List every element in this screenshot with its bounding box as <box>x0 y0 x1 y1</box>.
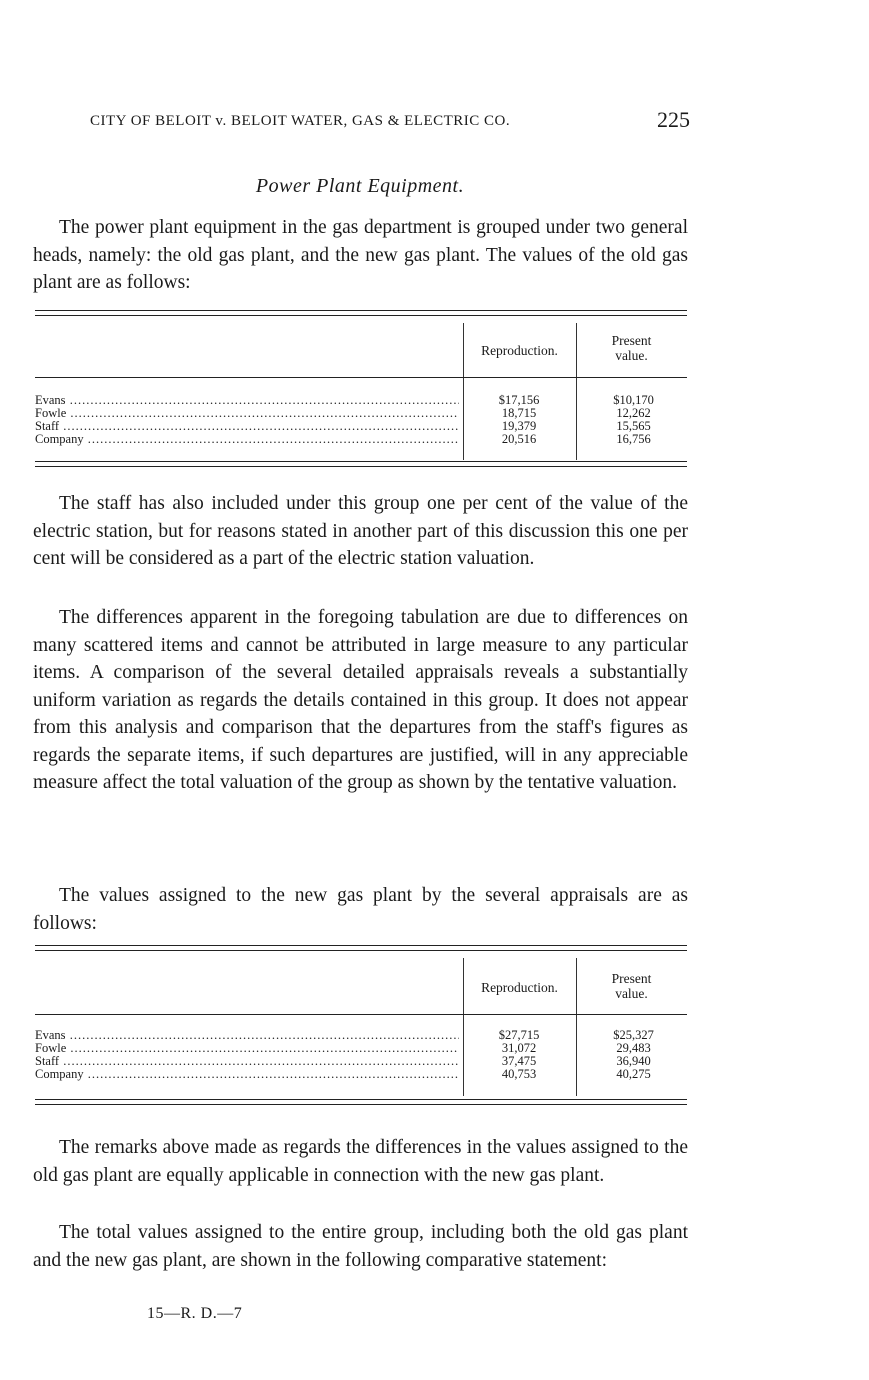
row-reproduction: 40,753 <box>501 1067 537 1081</box>
paragraph-remarks: The remarks above made as regards the differences in the values assigned to the old gas plant are equally applicable in connection with the new gas plant. <box>33 1137 688 1186</box>
header-present-line1: Present <box>611 333 652 348</box>
table-row <box>35 1055 687 1068</box>
row-present-value: $25,327 <box>613 1028 654 1042</box>
row-present-value: $10,170 <box>613 393 654 407</box>
table-row <box>35 1068 687 1081</box>
row-present-value: 15,565 <box>616 419 651 433</box>
row-label: Fowle ..... <box>35 407 459 420</box>
table-bottom-rule-inner <box>35 1099 687 1100</box>
table-row <box>35 394 687 407</box>
table-new-gas-plant <box>35 943 687 1108</box>
row-label: Evans ..... <box>35 1029 459 1042</box>
table-row <box>35 420 687 433</box>
row-present-value: 29,483 <box>616 1041 651 1055</box>
table-old-gas-plant <box>35 308 687 470</box>
header-reproduction: Reproduction. <box>481 980 558 995</box>
row-reproduction: $27,715 <box>498 1028 540 1042</box>
row-reproduction: 37,475 <box>501 1054 537 1068</box>
running-title: CITY OF BELOIT v. BELOIT WATER, GAS & ELECTRIC CO. <box>90 113 511 129</box>
table-row <box>35 1042 687 1055</box>
header-present-line2: value. <box>615 986 648 1001</box>
header-reproduction: Reproduction. <box>481 343 558 358</box>
table-row <box>35 433 687 446</box>
header-rule <box>35 377 687 378</box>
paragraph-staff-note: The staff has also included under this group one per cent of the value of the electric station, but for reasons stated in another part of this discussion this one per cent will be considered as a part of the electric station valuation. <box>33 493 688 569</box>
table-bottom-rule <box>35 466 687 467</box>
row-present-value: 16,756 <box>616 432 651 446</box>
table-top-rule <box>35 310 687 311</box>
running-head <box>90 107 690 132</box>
row-present-value: 40,275 <box>616 1067 651 1081</box>
row-present-value: 36,940 <box>616 1054 651 1068</box>
paragraph-totals-intro: The total values assigned to the entire group, including both the old gas plant and the new gas plant, are shown in the following comparative statement: <box>33 1222 688 1271</box>
table-row <box>35 1029 687 1042</box>
row-label: Company ..... <box>35 1068 459 1081</box>
row-label: Staff ..... <box>35 420 459 433</box>
header-present-line1: Present <box>611 971 652 986</box>
row-reproduction: 20,516 <box>501 432 537 446</box>
table-bottom-rule <box>35 1104 687 1105</box>
header-present-value <box>576 333 687 363</box>
row-reproduction: 18,715 <box>501 406 537 420</box>
header-present-value <box>576 971 687 1001</box>
header-present-line2: value. <box>615 348 648 363</box>
section-title: Power Plant Equipment. <box>255 175 465 197</box>
table-row <box>35 407 687 420</box>
row-reproduction: 19,379 <box>501 419 537 433</box>
page-number: 225 <box>657 107 690 132</box>
row-label: Staff ..... <box>35 1055 459 1068</box>
paragraph-intro: The power plant equipment in the gas department is grouped under two general heads, namely: the old gas plant, and the new gas plant. The values of the old gas plant are as follows: <box>33 217 688 293</box>
table-top-rule-inner <box>35 950 687 951</box>
paragraph-differences: The differences apparent in the foregoing tabulation are due to differences on many scattered items and cannot be attributed in large measure to any particular items. A comparison of the several detailed appraisals reveals a substantially uniform variation as regards the details contained in this group. It does not appear from this analysis and comparison that the departures from the staff's figures as regards the separate items, if such departures are justified, will in any appreciable measure affect the total valuation of the group as shown by the tentative valuation. <box>33 607 688 793</box>
row-label: Fowle ..... <box>35 1042 459 1055</box>
row-reproduction: 31,072 <box>501 1041 537 1055</box>
table-bottom-rule-inner <box>35 461 687 462</box>
signature-mark: 15—R. D.—7 <box>147 1305 243 1322</box>
row-label: Evans ..... <box>35 394 459 407</box>
header-rule <box>35 1014 687 1015</box>
row-reproduction: $17,156 <box>498 393 540 407</box>
table-top-rule-inner <box>35 315 687 316</box>
row-present-value: 12,262 <box>616 406 651 420</box>
table-top-rule <box>35 945 687 946</box>
row-label: Company ..... <box>35 433 459 446</box>
paragraph-new-plant-intro: The values assigned to the new gas plant by the several appraisals are as follows: <box>33 885 688 934</box>
